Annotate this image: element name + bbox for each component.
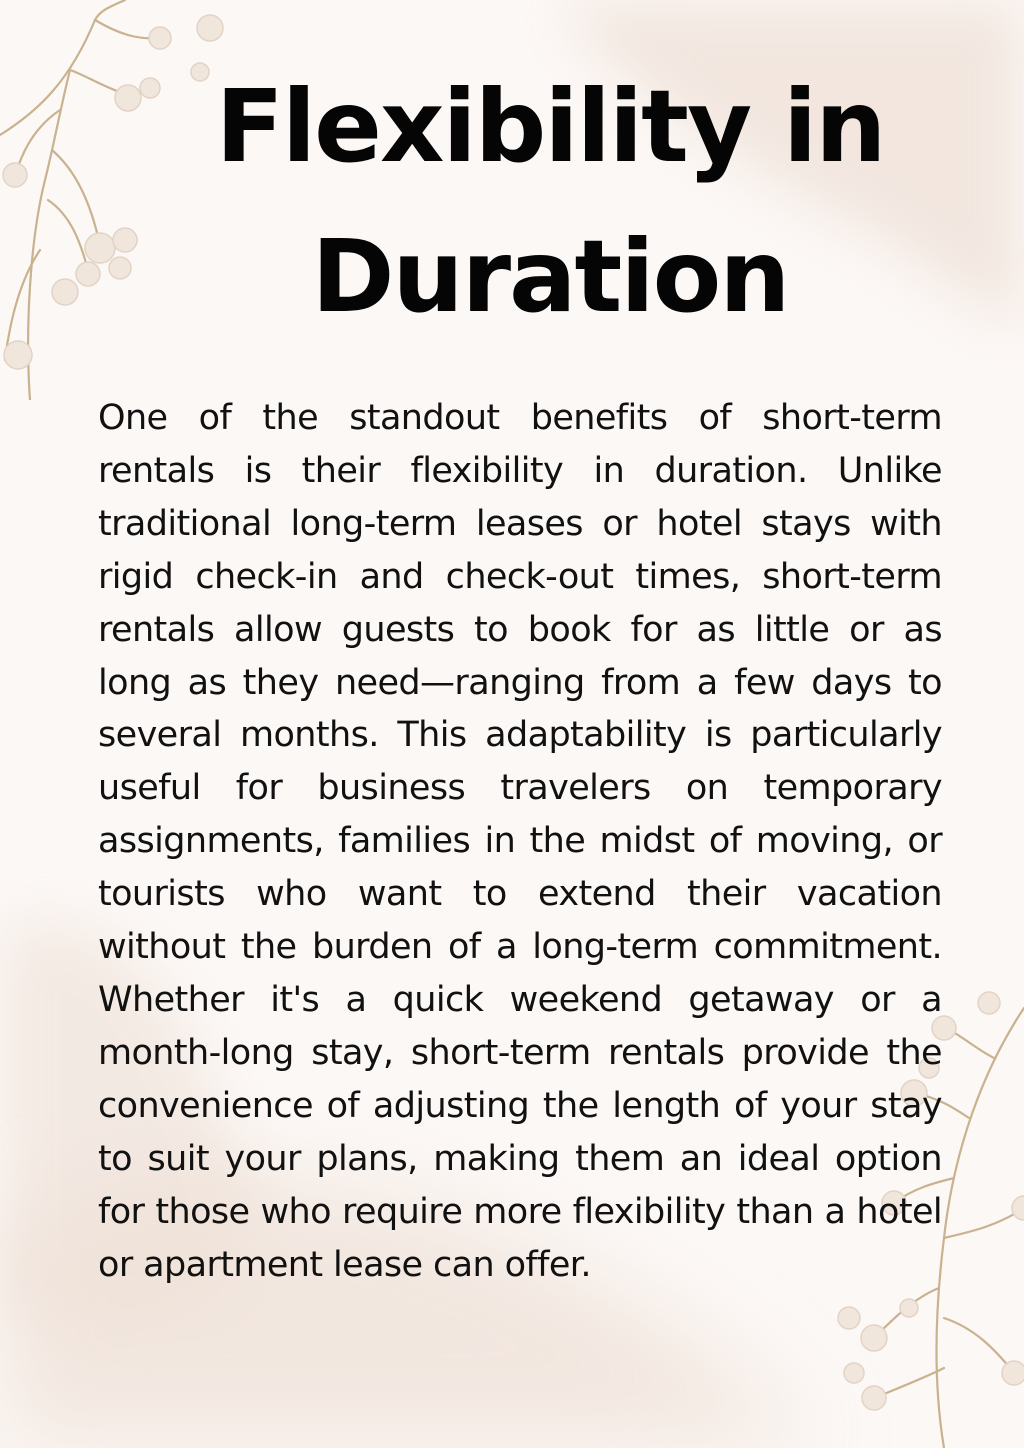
body-paragraph: One of the standout benefits of short-term rentals is their flexibility in duration. Unlike traditional long-term leases or hotel stays with rigid check-in and check-out times, short-term rentals allow guests to book for as little or as long as they need—ranging from a few days to several months. This adaptability is particularly useful for business travelers on temporary assignments, families in the midst of moving, or tourists who want to extend their vacation without the burden of a long-term commitment. Whether it's a quick weekend getaway or a month-long stay, short-term rentals provide the convenience of adjusting the length of your stay to suit your plans, making them an ideal option for those who require more flexibility than a hotel or apartment lease can offer. (98, 398, 942, 1285)
page-title: Flexibility in Duration (215, 68, 885, 335)
